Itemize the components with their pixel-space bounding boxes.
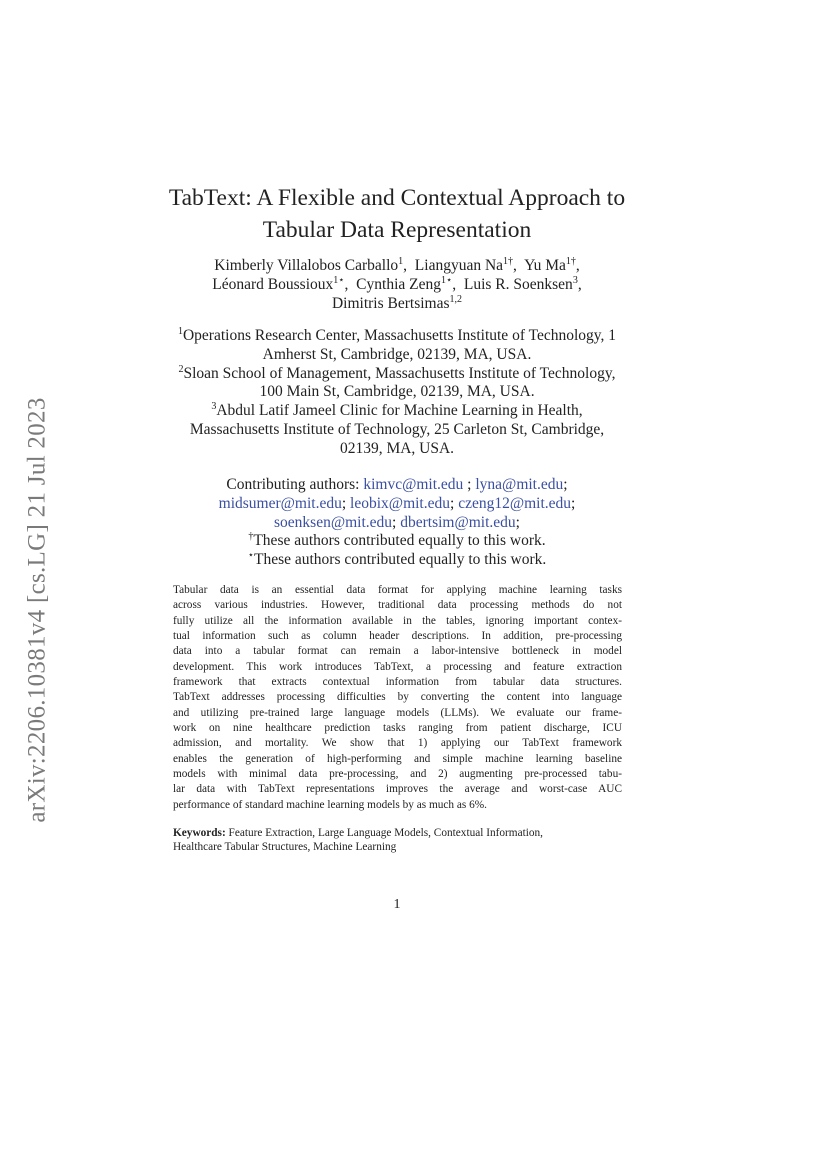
affiliation-line: 100 Main St, Cambridge, 02139, MA, USA. bbox=[259, 383, 535, 401]
contrib-line: soenksen@mit.edu; dbertsim@mit.edu; bbox=[274, 513, 520, 531]
affiliation-line: $^3$Abdul Latif Jameel Clinic for Machine Learning in Health, bbox=[211, 401, 583, 420]
affiliation-line: $^1$Operations Research Center, Massachusetts Institute of Technology, 1 bbox=[177, 326, 617, 344]
email-link[interactable]: midsumer@mit.edu bbox=[218, 494, 342, 512]
abstract-line: data into a tabular format can remain a labor-intensive bottleneck in model bbox=[173, 645, 622, 658]
abstract-line: Tabular data is an essential data format for applying machine learning tasks bbox=[173, 584, 622, 596]
arxiv-id: arXiv:2206.10381v4 [cs.LG] 21 Jul 2023 bbox=[24, 397, 51, 823]
keywords bbox=[173, 826, 633, 854]
arxiv-stamp bbox=[18, 375, 58, 845]
equal-contribution-note: ⋆These authors contributed equally to this work. bbox=[247, 550, 547, 569]
author-name: Dimitris Bertsimas bbox=[331, 294, 450, 312]
author-name: Luis R. Soenksen bbox=[463, 275, 573, 293]
author-mark: 1⋆ bbox=[440, 274, 453, 286]
author-name: Léonard Boussioux bbox=[212, 275, 334, 293]
author-line bbox=[150, 295, 644, 314]
author-name: Cynthia Zeng bbox=[356, 275, 441, 293]
affiliation-line: Amherst St, Cambridge, 02139, MA, USA. bbox=[262, 345, 532, 363]
note-mark: † bbox=[248, 531, 254, 543]
keywords-text: Feature Extraction, Large Language Models, Contextual Information, bbox=[228, 827, 543, 839]
contrib-line: Contributing authors: kimvc@mit.edu ; lyna@mit.edu; bbox=[226, 476, 568, 493]
abstract-line: fully utilize all the information available in the tables, ignoring important contex- bbox=[173, 614, 622, 627]
email-link[interactable]: kimvc@mit.edu bbox=[363, 476, 464, 493]
author-mark: 1,2 bbox=[449, 293, 463, 305]
author-mark: 1⋆ bbox=[333, 274, 345, 286]
abstract-line: framework that extracts contextual information from tabular data structures. bbox=[173, 676, 622, 689]
email-link[interactable]: czeng12@mit.edu bbox=[458, 494, 572, 512]
affiliation-line: 02139, MA, USA. bbox=[339, 439, 455, 457]
author-mark: 1† bbox=[503, 256, 514, 267]
affiliation-line: $^2$Sloan School of Management, Massachusetts Institute of Technology, bbox=[178, 363, 616, 382]
email-link[interactable]: leobix@mit.edu bbox=[350, 494, 450, 512]
contributing-authors bbox=[150, 476, 644, 570]
affiliation-mark: 1 bbox=[177, 326, 183, 337]
author-line: Kimberly Villalobos Carballo$^1$, Liangyuan $Na^{1\dagger}$, Yu $Ma^{1\dagger}$, bbox=[214, 256, 580, 274]
affiliation-mark: 2 bbox=[178, 363, 184, 375]
author-mark: 1† bbox=[565, 256, 576, 267]
abstract-line: TabText addresses processing difficulties by converting the content into language bbox=[173, 691, 622, 704]
affiliation-line: Massachusetts Institute of Technology, 25 Carleton St, Cambridge, bbox=[189, 420, 605, 438]
abstract-line: enables the generation of high-performing and simple machine learning baseline bbox=[173, 752, 622, 765]
abstract-line: development. This work introduces TabText, a processing and feature extraction bbox=[173, 660, 622, 673]
abstract-line: tual information such as column header descriptions. In addition, pre-processing bbox=[173, 630, 622, 643]
page-number: 1 bbox=[393, 897, 401, 912]
email-link[interactable]: lyna@mit.edu bbox=[475, 476, 564, 493]
title-line: TabText: A Flexible and Contextual Approach to bbox=[168, 185, 626, 211]
keywords-text: Healthcare Tabular Structures, Machine Learning bbox=[173, 841, 397, 853]
abstract-line: lar data with TabText representations improves the average and worst-case AUC bbox=[173, 783, 622, 796]
note-mark: ⋆ bbox=[247, 550, 254, 562]
title-line: Tabular Data Representation bbox=[262, 217, 532, 243]
abstract-line: models with minimal data pre-processing, and 2) augmenting pre-processed tabu- bbox=[173, 768, 622, 781]
equal-contribution-note: †These authors contributed equally to this work. bbox=[248, 531, 546, 550]
author-mark: 3 bbox=[572, 274, 578, 286]
contrib-line: midsumer@mit.edu; leobix@mit.edu; czeng12@mit.edu; bbox=[218, 494, 576, 512]
author-mark: 1 bbox=[398, 256, 404, 267]
author-name: Liangyuan Na bbox=[414, 257, 504, 274]
keywords-label: Keywords: bbox=[173, 827, 226, 839]
email-link[interactable]: soenksen@mit.edu bbox=[274, 513, 393, 531]
author-line: Léonard Boussioux$^{1⋆}$, Cynthia Zeng$^{1⋆}$, Luis R. Soenksen$^3$, bbox=[212, 274, 582, 293]
abstract-line: across various industries. However, traditional data processing methods do not bbox=[173, 599, 622, 612]
contrib-label: Contributing authors: bbox=[226, 476, 360, 493]
abstract-line: performance of standard machine learning models by as much as 6%. bbox=[173, 798, 488, 811]
author-name: Yu Ma bbox=[524, 257, 566, 274]
abstract-line: work on nine healthcare prediction tasks ranging from patient discharge, ICU bbox=[173, 722, 622, 735]
abstract bbox=[173, 583, 622, 813]
paper-title bbox=[130, 182, 664, 246]
author-list bbox=[150, 257, 644, 313]
abstract-line: admission, and mortality. We show that 1) applying our TabText framework bbox=[173, 737, 622, 750]
author-name: Kimberly Villalobos Carballo bbox=[214, 257, 399, 274]
abstract-line: and utilizing pre-trained large language models (LLMs). We evaluate our frame- bbox=[173, 706, 622, 719]
affiliation-mark: 3 bbox=[211, 401, 217, 413]
email-link[interactable]: dbertsim@mit.edu bbox=[400, 513, 516, 531]
affiliation-list bbox=[150, 327, 644, 459]
